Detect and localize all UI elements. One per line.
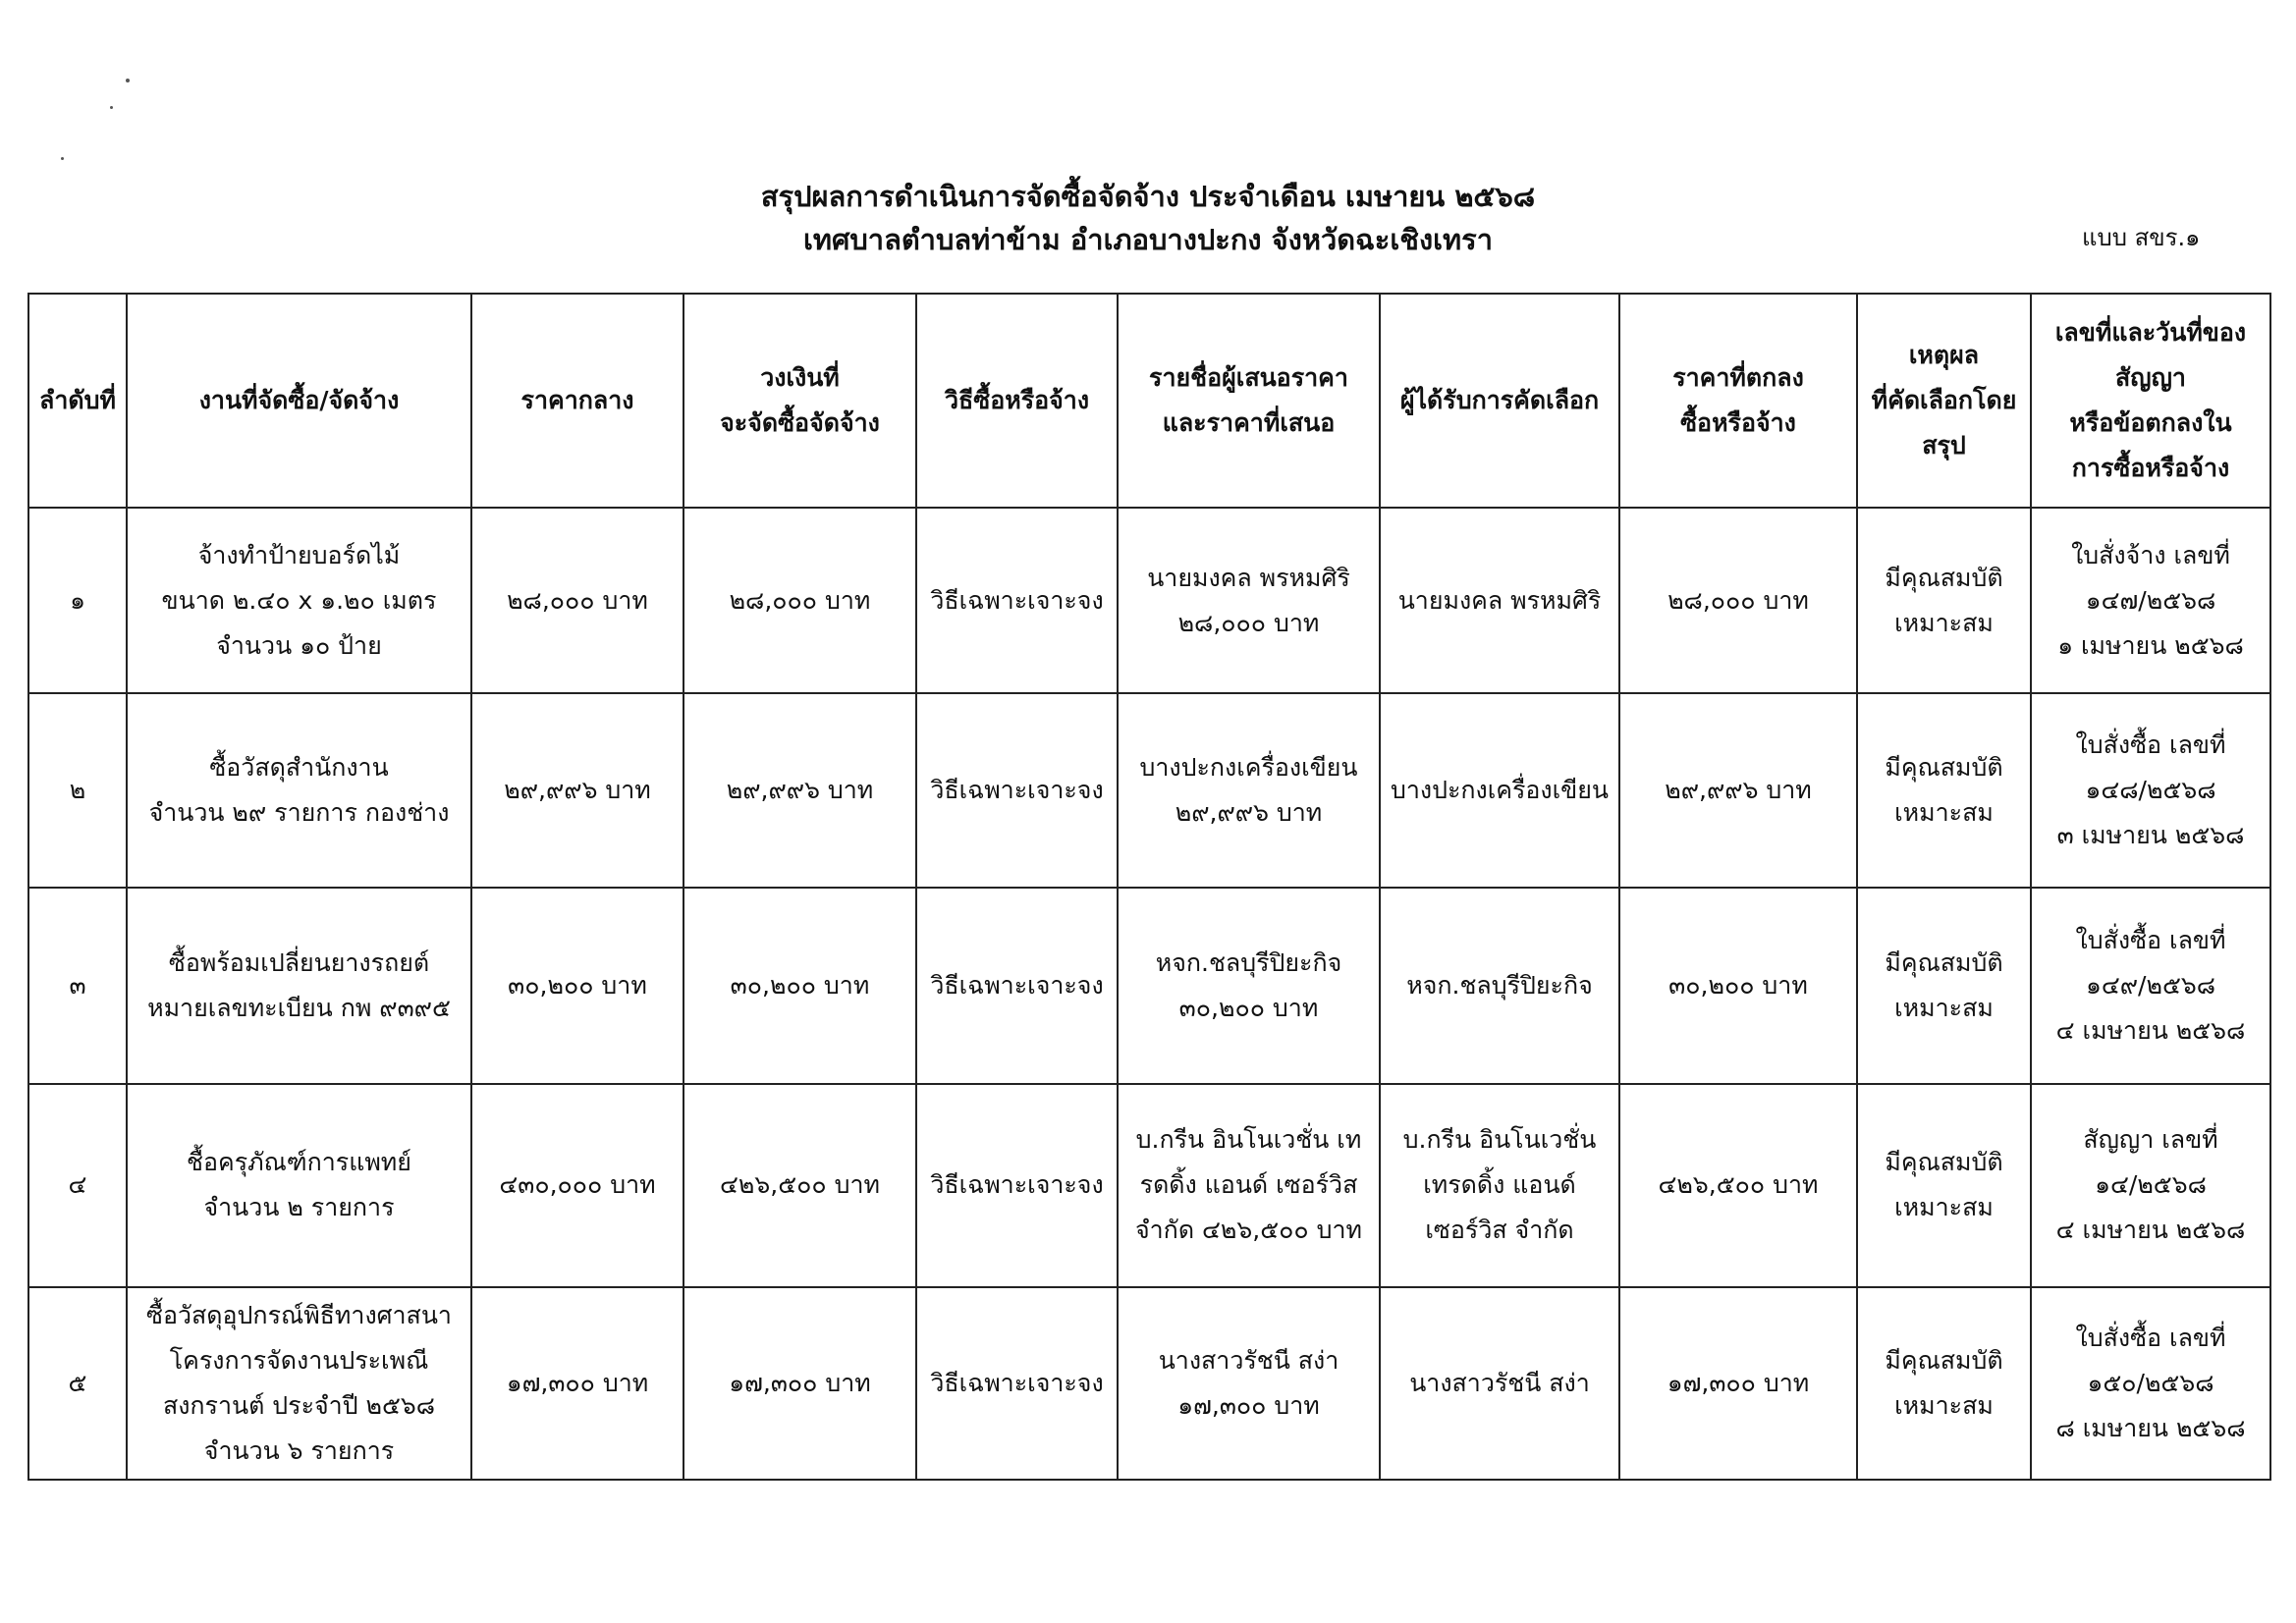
cell-agreed-price: ๔๒๖,๕๐๐ บาท (1619, 1084, 1857, 1286)
cell-agreed-price: ๓๐,๒๐๐ บาท (1619, 888, 1857, 1084)
header-bidders: รายชื่อผู้เสนอราคา และราคาที่เสนอ (1118, 294, 1380, 508)
header-budget: วงเงินที่ จะจัดซื้อจัดจ้าง (683, 294, 916, 508)
cell-reason: มีคุณสมบัติ เหมาะสม (1857, 1287, 2031, 1480)
cell-method: วิธีเฉพาะเจาะจง (916, 693, 1118, 888)
cell-budget: ๓๐,๒๐๐ บาท (683, 888, 916, 1084)
table-row (28, 1084, 2270, 1286)
cell-work: ซื้อพร้อมเปลี่ยนยางรถยต์ หมายเลขทะเบียน กพ ๙๓๙๕ (127, 888, 471, 1084)
header-median-price: ราคากลาง (471, 294, 683, 508)
title-line-2: เทศบาลตำบลท่าข้าม อำเภอบางปะกง จังหวัดฉะเชิงเทรา (802, 223, 1494, 256)
header-no: ลำดับที่ (28, 294, 127, 508)
cell-contract: ใบสั่งซื้อ เลขที่ ๑๔๙/๒๕๖๘ ๔ เมษายน ๒๕๖๘ (2031, 888, 2270, 1084)
scan-speck (126, 79, 130, 82)
cell-no: ๔ (28, 1084, 127, 1286)
cell-selected: นางสาวรัชนี สง่า (1380, 1287, 1619, 1480)
table-header-row (28, 294, 2270, 508)
header-method: วิธีซื้อหรือจ้าง (916, 294, 1118, 508)
cell-method: วิธีเฉพาะเจาะจง (916, 508, 1118, 692)
cell-bidders: นางสาวรัชนี สง่า ๑๗,๓๐๐ บาท (1118, 1287, 1380, 1480)
cell-no: ๑ (28, 508, 127, 692)
cell-reason: มีคุณสมบัติ เหมาะสม (1857, 1084, 2031, 1286)
header-selected: ผู้ได้รับการคัดเลือก (1380, 294, 1619, 508)
cell-budget: ๑๗,๓๐๐ บาท (683, 1287, 916, 1480)
table-row (28, 1287, 2270, 1480)
cell-contract: สัญญา เลขที่ ๑๔/๒๕๖๘ ๔ เมษายน ๒๕๖๘ (2031, 1084, 2270, 1286)
cell-contract: ใบสั่งจ้าง เลขที่ ๑๔๗/๒๕๖๘ ๑ เมษายน ๒๕๖๘ (2031, 508, 2270, 692)
cell-no: ๓ (28, 888, 127, 1084)
table-row (28, 693, 2270, 888)
cell-reason: มีคุณสมบัติ เหมาะสม (1857, 508, 2031, 692)
cell-bidders: นายมงคล พรหมศิริ ๒๘,๐๐๐ บาท (1118, 508, 1380, 692)
cell-selected: บ.กรีน อินโนเวชั่น เทรดดิ้ง แอนด์ เซอร์วิส จำกัด (1380, 1084, 1619, 1286)
cell-reason: มีคุณสมบัติ เหมาะสม (1857, 888, 2031, 1084)
cell-work: ซื้อวัสดุสำนักงาน จำนวน ๒๙ รายการ กองช่าง (127, 693, 471, 888)
cell-reason: มีคุณสมบัติ เหมาะสม (1857, 693, 2031, 888)
cell-median-price: ๓๐,๒๐๐ บาท (471, 888, 683, 1084)
header-reason: เหตุผล ที่คัดเลือกโดย สรุป (1857, 294, 2031, 508)
procurement-table (27, 293, 2271, 1481)
cell-no: ๕ (28, 1287, 127, 1480)
cell-bidders: บ.กรีน อินโนเวชั่น เท รดดิ้ง แอนด์ เซอร์วิส จำกัด ๔๒๖,๕๐๐ บาท (1118, 1084, 1380, 1286)
cell-median-price: ๔๓๐,๐๐๐ บาท (471, 1084, 683, 1286)
cell-bidders: หจก.ชลบุรีปิยะกิจ ๓๐,๒๐๐ บาท (1118, 888, 1380, 1084)
cell-method: วิธีเฉพาะเจาะจง (916, 1287, 1118, 1480)
cell-selected: บางปะกงเครื่องเขียน (1380, 693, 1619, 888)
cell-budget: ๒๙,๙๙๖ บาท (683, 693, 916, 888)
cell-contract: ใบสั่งซื้อ เลขที่ ๑๕๐/๒๕๖๘ ๘ เมษายน ๒๕๖๘ (2031, 1287, 2270, 1480)
cell-selected: หจก.ชลบุรีปิยะกิจ (1380, 888, 1619, 1084)
table-row (28, 508, 2270, 692)
document-title (0, 175, 2296, 261)
cell-median-price: ๒๙,๙๙๖ บาท (471, 693, 683, 888)
header-work: งานที่จัดซื้อ/จัดจ้าง (127, 294, 471, 508)
table-row (28, 888, 2270, 1084)
cell-agreed-price: ๒๙,๙๙๖ บาท (1619, 693, 1857, 888)
cell-method: วิธีเฉพาะเจาะจง (916, 888, 1118, 1084)
scan-speck (61, 157, 64, 160)
form-code: แบบ สขร.๑ (2082, 224, 2201, 251)
cell-work: จ้างทำป้ายบอร์ดไม้ ขนาด ๒.๔๐ x ๑.๒๐ เมตร จำนวน ๑๐ ป้าย (127, 508, 471, 692)
cell-work: ชื้อครุภัณฑ์การแพทย์ จำนวน ๒ รายการ (127, 1084, 471, 1286)
cell-contract: ใบสั่งซื้อ เลขที่ ๑๔๘/๒๕๖๘ ๓ เมษายน ๒๕๖๘ (2031, 693, 2270, 888)
cell-agreed-price: ๑๗,๓๐๐ บาท (1619, 1287, 1857, 1480)
cell-bidders: บางปะกงเครื่องเขียน ๒๙,๙๙๖ บาท (1118, 693, 1380, 888)
cell-median-price: ๑๗,๓๐๐ บาท (471, 1287, 683, 1480)
header-agreed-price: ราคาที่ตกลง ซื้อหรือจ้าง (1619, 294, 1857, 508)
cell-agreed-price: ๒๘,๐๐๐ บาท (1619, 508, 1857, 692)
cell-no: ๒ (28, 693, 127, 888)
cell-work: ซื้อวัสดุอุปกรณ์พิธีทางศาสนา โครงการจัดงานประเพณี สงกรานต์ ประจำปี ๒๕๖๘ จำนวน ๖ รายการ (127, 1287, 471, 1480)
cell-budget: ๔๒๖,๕๐๐ บาท (683, 1084, 916, 1286)
scan-speck (110, 106, 113, 109)
cell-median-price: ๒๘,๐๐๐ บาท (471, 508, 683, 692)
cell-budget: ๒๘,๐๐๐ บาท (683, 508, 916, 692)
title-line-1: สรุปผลการดำเนินการจัดซื้อจัดจ้าง ประจำเดือน เมษายน ๒๕๖๘ (760, 180, 1536, 213)
cell-method: วิธีเฉพาะเจาะจง (916, 1084, 1118, 1286)
header-contract: เลขที่และวันที่ของ สัญญา หรือข้อตกลงใน การซื้อหรือจ้าง (2031, 294, 2270, 508)
cell-selected: นายมงคล พรหมศิริ (1380, 508, 1619, 692)
